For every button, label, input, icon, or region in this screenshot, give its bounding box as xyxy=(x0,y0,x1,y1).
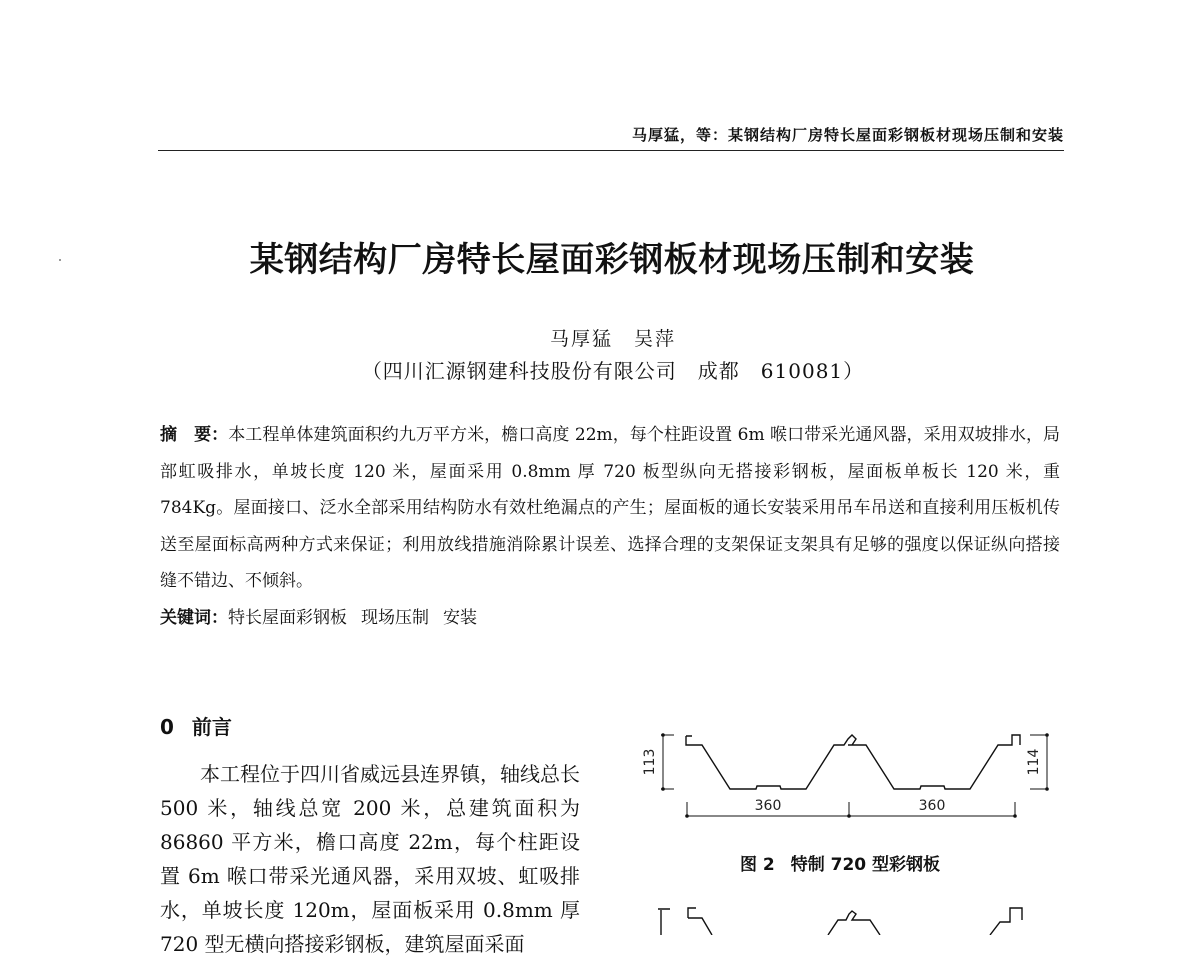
running-head: 马厚猛，等：某钢结构厂房特长屋面彩钢板材现场压制和安装 xyxy=(158,124,1064,151)
abstract-label: 摘 要： xyxy=(160,425,229,445)
keywords xyxy=(160,602,1060,634)
figure-2-diagram xyxy=(630,720,1050,830)
keyword: 安装 xyxy=(443,608,477,628)
figure-3-diagram-partial xyxy=(630,900,1050,935)
steel-panel-profile xyxy=(630,720,1050,830)
figure-caption xyxy=(630,850,1050,875)
abstract xyxy=(160,417,1060,600)
keywords-label: 关键词： xyxy=(160,608,228,628)
dim-right: 114 xyxy=(1026,748,1042,776)
affiliation: （四川汇源钢建科技股份有限公司 成都 610081） xyxy=(361,359,865,383)
figure-caption-text: 特制 720 型彩钢板 xyxy=(790,855,941,875)
section-body: 本工程位于四川省威远县连界镇，轴线总长 500 米，轴线总宽 200 米，总建筑面积为 86860 平方米，檐口高度 22m，每个柱距设置 6m 喉口带采光通风器，采用双坡、虹吸排水，单坡长度 120m，屋面板采用 0.8mm 厚 720 型无横向搭接彩钢板，建筑屋面采面 xyxy=(160,762,580,956)
dim-span-1: 360 xyxy=(754,798,782,814)
section-title: 前言 xyxy=(191,715,232,739)
authors: 马厚猛 吴萍 xyxy=(549,328,676,350)
dim-left: 113 xyxy=(642,748,658,776)
abstract-text: 本工程单体建筑面积约九万平方米，檐口高度 22m，每个柱距设置 6m 喉口带采光通风器，采用双坡排水，局部虹吸排水，单坡长度 120 米，屋面采用 0.8mm 厚 720 板型纵向无搭接彩钢板，屋面板单板长 120 米，重 784Kg。屋面接口、泛水全部采用结构防水有效杜绝漏点的产生；屋面板的通长安装采用吊车吊送和直接利用压板机传送至屋面标高两种方式来保证；利用放线措施消除累计误差、选择合理的支架保证支架具有足够的强度以保证纵向搭接缝不错边、不倾斜。 xyxy=(160,425,1060,591)
keyword: 特长屋面彩钢板 xyxy=(228,608,347,628)
figure-number: 图 2 xyxy=(739,855,775,875)
dim-span-2: 360 xyxy=(918,798,946,814)
section-heading xyxy=(160,711,232,740)
paper-title: 某钢结构厂房特长屋面彩钢板材现场压制和安装 xyxy=(249,240,975,280)
section-number: 0 xyxy=(160,715,174,739)
keyword: 现场压制 xyxy=(361,608,429,628)
